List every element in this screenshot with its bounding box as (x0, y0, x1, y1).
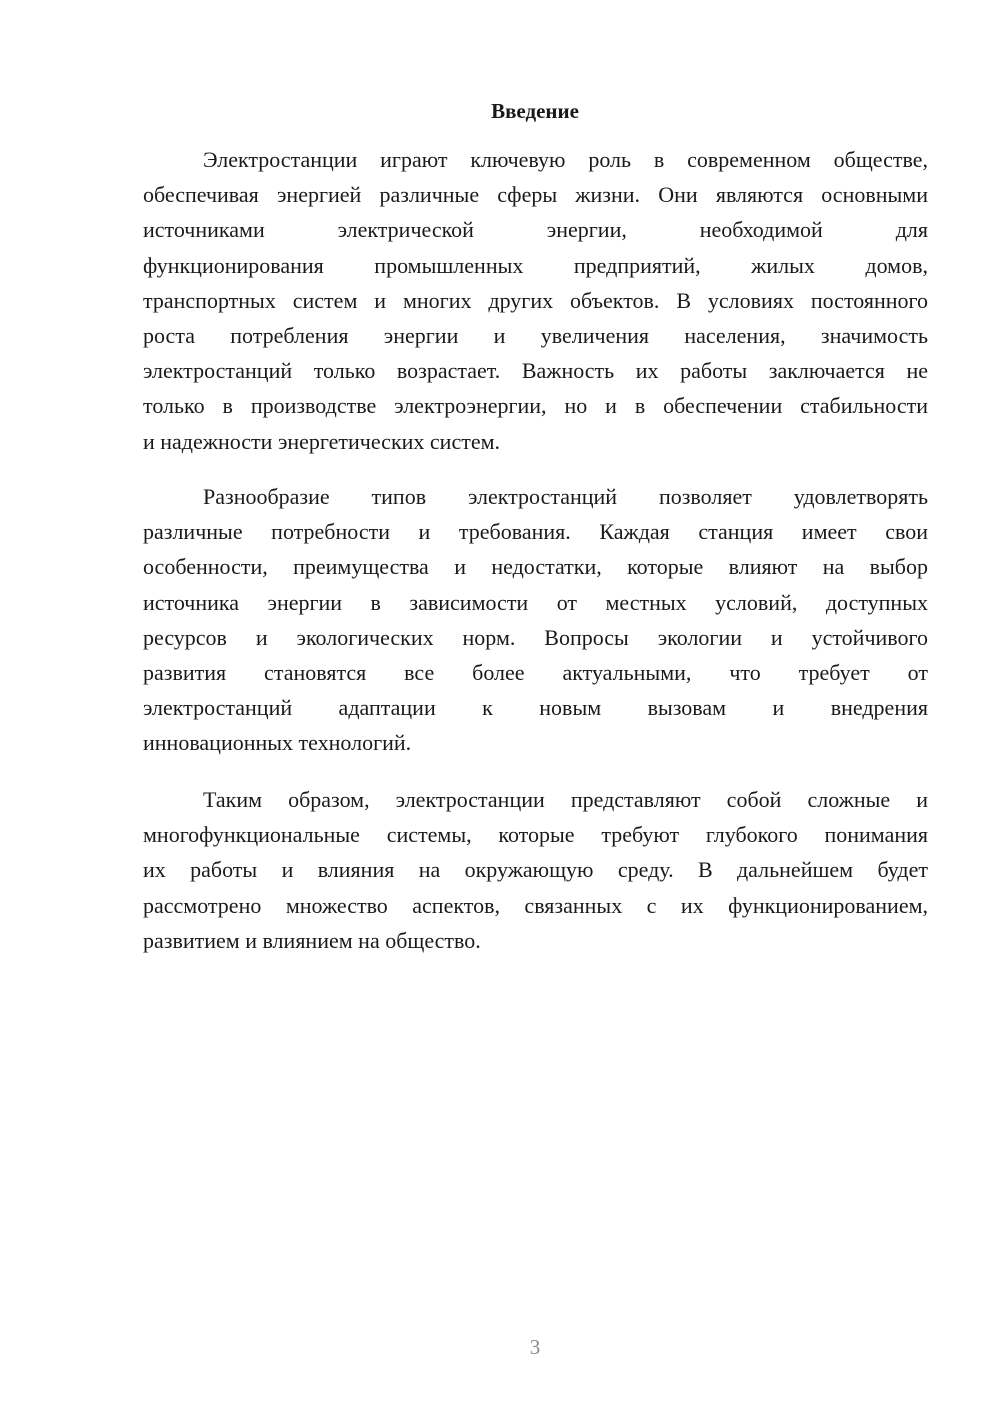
text-line: Разнообразие типов электростанций позволяет удовлетворять (203, 484, 928, 509)
text-line: их работы и влияния на окружающую среду. В дальнейшем будет (143, 857, 928, 883)
text-line: различные потребности и требования. Каждая станция имеет свои (143, 519, 928, 545)
text-line: Таким образом, электростанции представляют собой сложные и (203, 787, 928, 812)
paragraph-3 (143, 782, 928, 958)
text-line: обеспечивая энергией различные сферы жизни. Они являются основными (143, 182, 928, 208)
paragraph-2 (143, 479, 928, 761)
text-line: Электростанции играют ключевую роль в современном обществе, (203, 147, 928, 172)
text-line: электростанций адаптации к новым вызовам и внедрения (143, 695, 928, 721)
text-line: развитием и влиянием на общество. (143, 927, 481, 953)
paragraph-1 (143, 142, 928, 459)
text-line: электростанций только возрастает. Важность их работы заключается не (143, 358, 928, 384)
text-line: рассмотрено множество аспектов, связанных с их функционированием, (143, 892, 928, 918)
text-line: ресурсов и экологических норм. Вопросы экологии и устойчивого (143, 624, 928, 650)
text-line: развития становятся все более актуальными, что требует от (143, 659, 928, 685)
section-heading: Введение (491, 99, 579, 123)
text-line: особенности, преимущества и недостатки, которые влияют на выбор (143, 554, 928, 580)
text-line: только в производстве электроэнергии, но и в обеспечении стабильности (143, 393, 928, 419)
text-line: роста потребления энергии и увеличения населения, значимость (143, 322, 928, 348)
text-line: и надежности энергетических систем. (143, 428, 501, 454)
text-line: источниками электрической энергии, необходимой для (143, 217, 928, 243)
text-line: инновационных технологий. (143, 730, 412, 756)
text-line: функционирования промышленных предприятий, жилых домов, (143, 252, 928, 278)
text-line: транспортных систем и многих других объектов. В условиях постоянного (143, 287, 928, 313)
page-number: 3 (529, 1335, 541, 1359)
text-line: многофункциональные системы, которые требуют глубокого понимания (143, 822, 928, 848)
text-line: источника энергии в зависимости от местных условий, доступных (143, 589, 928, 615)
